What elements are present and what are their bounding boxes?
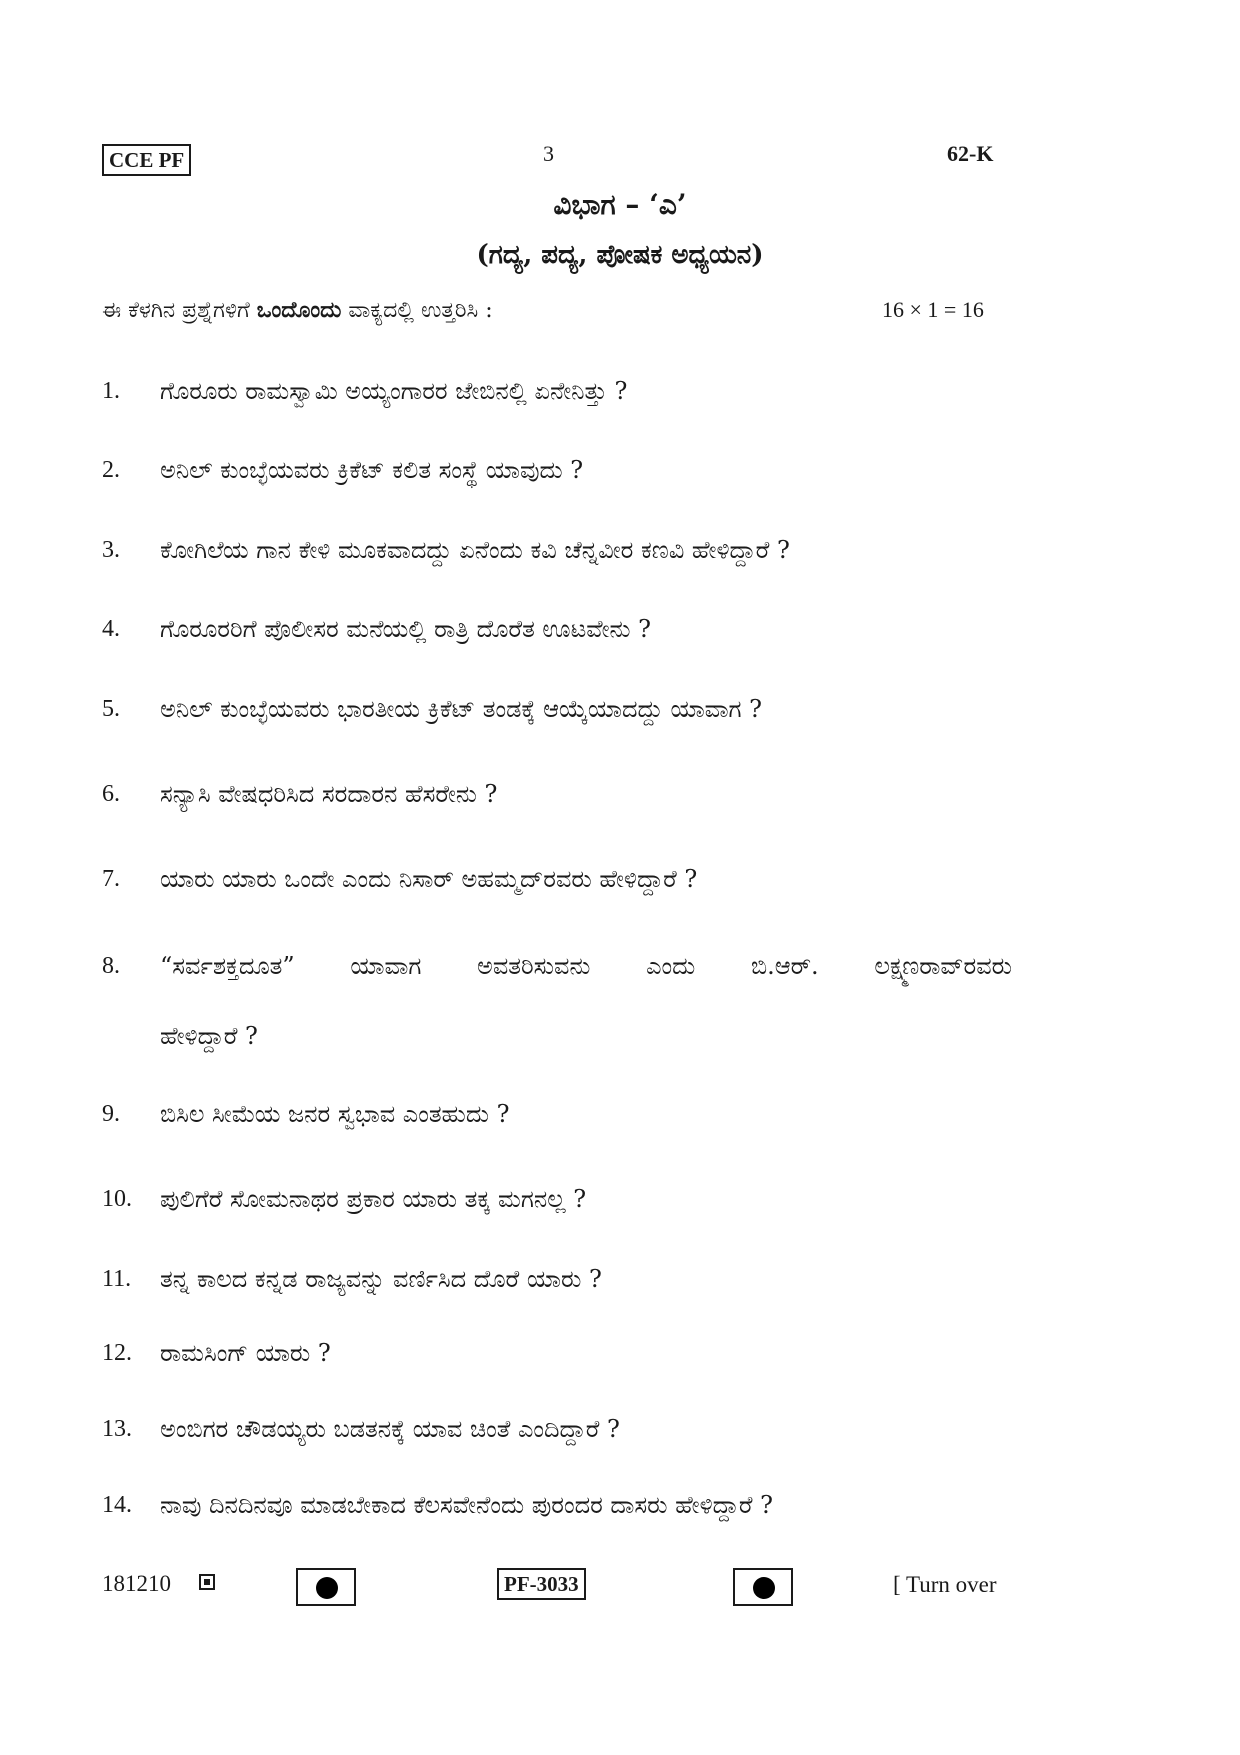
question-number: 10.	[102, 1186, 132, 1212]
turn-over-note: [ Turn over	[893, 1572, 997, 1597]
section-title: ವಿಭಾಗ – ‘ಎ’	[553, 188, 687, 221]
question-text: ಗೊರೂರು ರಾಮಸ್ವಾಮಿ ಅಯ್ಯಂಗಾರರ ಜೇಬಿನಲ್ಲಿ ಏನೇನಿತ್ತು ?	[160, 377, 628, 405]
question-text: ಪುಲಿಗೆರೆ ಸೋಮನಾಥರ ಪ್ರಕಾರ ಯಾರು ತಕ್ಕ ಮಗನಲ್ಲ ?	[160, 1185, 587, 1213]
cce-pf-label: CCE PF	[102, 144, 191, 176]
question-number: 11.	[102, 1266, 132, 1292]
page-number: 3	[543, 141, 554, 166]
question-text-continuation: ಹೇಳಿದ್ದಾರೆ ?	[160, 1022, 258, 1050]
paper-box-code: PF-3033	[497, 1568, 586, 1600]
question-number: 4.	[102, 616, 120, 642]
question-text: ಕೋಗಿಲೆಯ ಗಾನ ಕೇಳಿ ಮೂಕವಾದದ್ದು ಏನೆಂದು ಕವಿ ಚೆನ್ನವೀರ ಕಣವಿ ಹೇಳಿದ್ದಾರೆ ?	[160, 536, 790, 564]
question-number: 2.	[102, 457, 120, 483]
question-text: ನಾವು ದಿನದಿನವೂ ಮಾಡಬೇಕಾದ ಕೆಲಸವೇನೆಂದು ಪುರಂದರ ದಾಸರು ಹೇಳಿದ್ದಾರೆ ?	[160, 1491, 773, 1519]
instruction-before: ಈ ಕೆಳಗಿನ ಪ್ರಶ್ನೆಗಳಿಗೆ	[102, 298, 257, 323]
instruction-after: ವಾಕ್ಯದಲ್ಲಿ ಉತ್ತರಿಸಿ :	[341, 298, 493, 323]
section-subtitle: (ಗದ್ಯ, ಪದ್ಯ, ಪೋಷಕ ಅಧ್ಯಯನ)	[476, 240, 764, 270]
question-number: 7.	[102, 866, 120, 892]
question-text: ಯಾರು ಯಾರು ಒಂದೇ ಎಂದು ನಿಸಾರ್ ಅಹಮ್ಮದ್‌ರವರು ಹೇಳಿದ್ದಾರೆ ?	[160, 865, 698, 893]
instruction	[102, 297, 493, 323]
question-text: ಬಿಸಿಲ ಸೀಮೆಯ ಜನರ ಸ್ವಭಾವ ಎಂತಹುದು ?	[160, 1100, 510, 1128]
question-text: ತನ್ನ ಕಾಲದ ಕನ್ನಡ ರಾಜ್ಯವನ್ನು ವರ್ಣಿಸಿದ ದೊರೆ ಯಾರು ?	[160, 1265, 602, 1293]
question-text: ಅನಿಲ್ ಕುಂಬ್ಳೆಯವರು ಕ್ರಿಕೆಟ್ ಕಲಿತ ಸಂಸ್ಥೆ ಯಾವುದು ?	[160, 456, 584, 484]
question-number: 14.	[102, 1492, 132, 1518]
small-square-mark-icon	[199, 1574, 215, 1590]
paper-code: 62-K	[947, 141, 994, 166]
question-number: 5.	[102, 696, 120, 722]
registration-dot-icon	[733, 1568, 793, 1606]
question-number: 8.	[102, 953, 120, 979]
question-number: 3.	[102, 537, 120, 563]
question-text: “ಸರ್ವಶಕ್ತದೂತ” ಯಾವಾಗ ಅವತರಿಸುವನು ಎಂದು ಬಿ.ಆರ್. ಲಕ್ಷ್ಮಣರಾವ್‌ರವರು	[160, 952, 1012, 980]
question-number: 1.	[102, 378, 120, 404]
question-number: 6.	[102, 781, 120, 807]
question-number: 13.	[102, 1416, 132, 1442]
marks-allocation: 16 × 1 = 16	[882, 297, 984, 322]
question-text: ಅನಿಲ್ ಕುಂಬ್ಳೆಯವರು ಭಾರತೀಯ ಕ್ರಿಕೆಟ್ ತಂಡಕ್ಕೆ ಆಯ್ಕೆಯಾದದ್ದು ಯಾವಾಗ ?	[160, 695, 763, 723]
registration-dot-icon	[296, 1568, 356, 1606]
question-text: ಗೊರೂರರಿಗೆ ಪೊಲೀಸರ ಮನೆಯಲ್ಲಿ ರಾತ್ರಿ ದೊರೆತ ಊಟವೇನು ?	[160, 615, 652, 643]
question-text: ಅಂಬಿಗರ ಚೌಡಯ್ಯರು ಬಡತನಕ್ಕೆ ಯಾವ ಚಿಂತೆ ಎಂದಿದ್ದಾರೆ ?	[160, 1415, 620, 1443]
footer-code: 181210	[102, 1571, 171, 1596]
question-text: ರಾಮಸಿಂಗ್ ಯಾರು ?	[160, 1339, 331, 1367]
question-number: 12.	[102, 1340, 132, 1366]
instruction-emphasis: ಒಂದೊಂದು	[256, 297, 342, 323]
question-number: 9.	[102, 1101, 120, 1127]
question-text: ಸನ್ಯಾಸಿ ವೇಷಧರಿಸಿದ ಸರದಾರನ ಹೆಸರೇನು ?	[160, 780, 498, 808]
